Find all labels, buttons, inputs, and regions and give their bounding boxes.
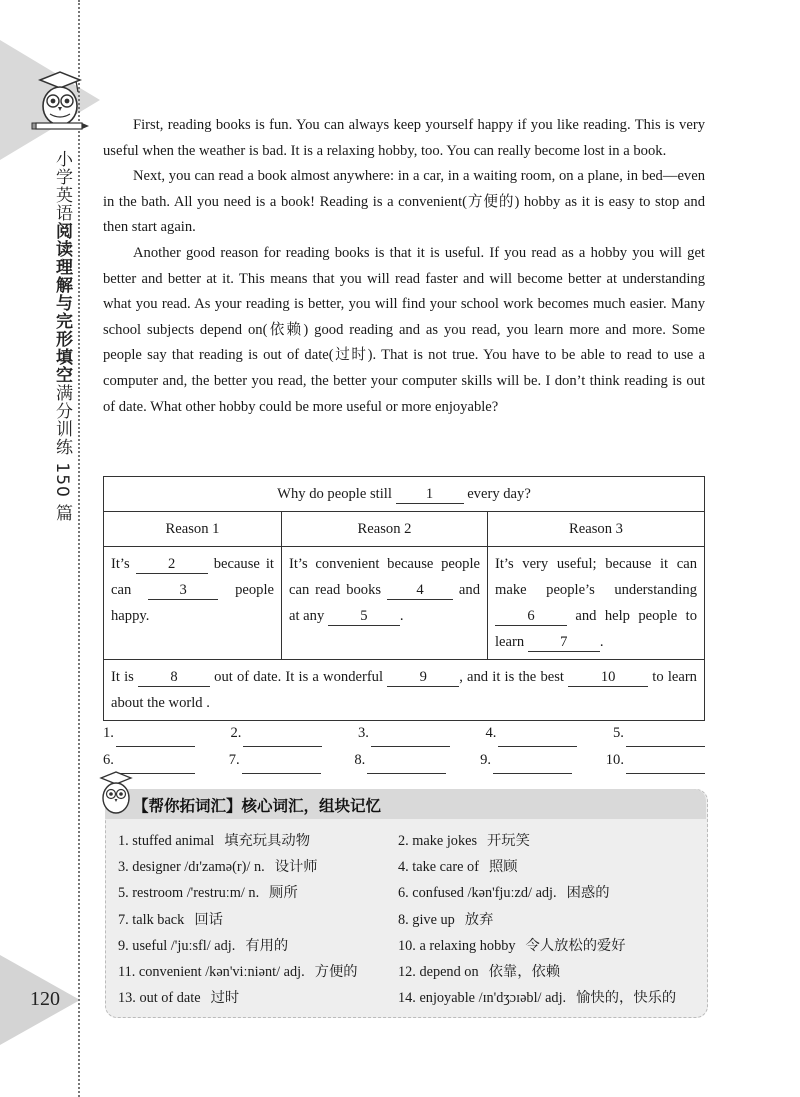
vocab-cn: 愉快的，快乐的: [576, 990, 677, 1007]
r2-text-3: .: [399, 608, 404, 624]
vocab-cn: 厕所: [269, 885, 298, 902]
vocab-row: [118, 907, 698, 933]
vocab-en: 9. useful /'juːsfl/ adj.: [118, 937, 236, 954]
r2-text-1: It’s convenient because people can read books: [289, 556, 480, 598]
vocab-en: 4. take care of: [398, 859, 479, 876]
paragraph-3: Another good reason for reading books is that it is useful. If you read as a hobby you will get better and better at it. This means that you will read faster and will become better at understanding what you read. As your reading is better, you will find your school work becomes much easier. Many school subjects depend on(依赖) good reading and as you read, you learn more and more. Some people say that reading is out of date(过时). That is not true. You have to be able to read to use a computer and, the better you read, the better your computer skills will be. I don’t think reading is out of date. What other hobby could be more useful or more enjoyable?: [103, 244, 705, 415]
vocab-cn: 放弃: [464, 911, 494, 928]
bottom-text-3: , and it is the best: [459, 669, 564, 685]
pencil-icon: [30, 120, 90, 132]
header-reason-2: Reason 2: [282, 512, 488, 547]
blank-3[interactable]: 3: [148, 581, 218, 600]
vocab-cn: 开玩笑: [487, 833, 530, 849]
side-title-part3: 满分训练 150 篇: [52, 384, 72, 523]
blank-1[interactable]: 1: [396, 485, 464, 504]
vocab-row: [118, 933, 698, 959]
table-title-pre: Why do people still: [277, 486, 392, 502]
vocab-item: [398, 907, 698, 933]
answer-row-2: [103, 747, 705, 774]
paragraph-1: First, reading books is fun. You can always keep yourself happy if you like reading. This is very useful when the weather is bad. It is a relaxing hobby, too. You can really become lost in a book.: [103, 117, 705, 159]
answer-item[interactable]: [480, 747, 572, 774]
blank-8[interactable]: 8: [138, 668, 210, 687]
answer-line[interactable]: [371, 728, 450, 747]
vocab-cn: 方便的: [314, 963, 358, 980]
answer-item[interactable]: [613, 720, 705, 747]
vocab-en: 3. designer /dɪ'zamə(r)/ n.: [118, 859, 265, 876]
binding-dotted-line: [78, 0, 80, 1097]
answer-number: 8.: [354, 752, 366, 768]
answer-line[interactable]: [243, 728, 322, 747]
blank-9[interactable]: 9: [387, 668, 459, 687]
vocab-cn: 依靠，依赖: [488, 963, 561, 980]
r2-text-2: and at any: [289, 582, 480, 624]
r1-text-1: It’s: [111, 556, 130, 572]
summary-table: [103, 476, 705, 721]
vocab-en: 11. convenient /kən'viːniənt/ adj.: [118, 963, 305, 980]
vocab-cn: 有用的: [245, 937, 289, 954]
blank-10[interactable]: 10: [568, 668, 648, 687]
answer-number: 9.: [480, 752, 492, 768]
bottom-text-2: out of date. It is a wonderful: [214, 669, 384, 685]
vocab-cn: 困惑的: [566, 885, 610, 902]
owl-scholar-icon: [96, 770, 136, 816]
vocab-item: [118, 959, 398, 985]
answer-number: 6.: [103, 752, 114, 768]
answer-item[interactable]: [486, 720, 578, 747]
vocab-list: [118, 828, 698, 1011]
blank-5[interactable]: 5: [328, 607, 400, 626]
answer-line[interactable]: [493, 755, 572, 774]
bottom-text-1: It is: [111, 669, 134, 685]
answer-item[interactable]: [354, 747, 446, 774]
answer-number: 2.: [230, 725, 242, 741]
answer-number: 1.: [103, 725, 114, 741]
cell-reason-2: [282, 547, 488, 660]
answer-number: 7.: [228, 752, 240, 768]
reading-passage: [103, 113, 705, 420]
vocab-item: [398, 933, 698, 959]
side-title-part2: 阅读理解与完形填空: [52, 222, 72, 384]
vocab-en: 8. give up: [398, 911, 455, 928]
answer-number: 3.: [358, 725, 369, 741]
blank-2[interactable]: 2: [136, 555, 208, 574]
vocab-item: [398, 854, 698, 880]
answer-line[interactable]: [367, 755, 446, 774]
vocab-en: 1. stuffed animal: [118, 833, 215, 849]
vocab-cn: 回话: [194, 911, 223, 928]
vocab-item: [398, 880, 698, 906]
answer-line[interactable]: [116, 728, 195, 747]
r1-text-2: because it can: [111, 556, 274, 598]
vocab-en: 14. enjoyable /ɪn'dʒɔɪəbl/ adj.: [398, 990, 567, 1007]
cell-reason-3: [488, 547, 705, 660]
paragraph-2: Next, you can read a book almost anywhere: in a car, in a waiting room, on a plane, in bed—even in the bath. All you need is a book! Reading is a convenient(方便的) hobby as it is easy to stop and then start again.: [103, 168, 705, 236]
side-title-part1: 小学英语: [52, 150, 72, 222]
answer-item[interactable]: [358, 720, 450, 747]
vocab-item: [118, 828, 398, 854]
vocab-item: [398, 828, 698, 854]
page-number: 120: [30, 988, 60, 1010]
vocab-row: [118, 828, 698, 854]
vocab-row: [118, 985, 698, 1011]
vocab-item: [118, 933, 398, 959]
answer-number: 4.: [485, 725, 497, 741]
r3-text-2: and help people to learn: [495, 608, 697, 650]
vocab-cn: 过时: [210, 990, 240, 1007]
vocab-cn: 照顾: [488, 859, 518, 876]
blank-7[interactable]: 7: [528, 633, 600, 652]
header-reason-3: Reason 3: [488, 512, 705, 547]
r3-text-1: It’s very useful; because it can make people’s understanding: [495, 556, 697, 598]
answer-item[interactable]: [229, 747, 321, 774]
vocab-item: [118, 985, 398, 1011]
answer-number: 5.: [613, 725, 624, 741]
vocab-cn: 填充玩具动物: [224, 833, 310, 849]
table-title-cell: [104, 477, 705, 512]
vocab-item: [118, 907, 398, 933]
r3-text-3: .: [599, 634, 604, 650]
answer-line[interactable]: [498, 728, 577, 747]
vocab-item: [118, 854, 398, 880]
vocab-item: [398, 959, 698, 985]
answer-item[interactable]: [231, 720, 323, 747]
blank-4[interactable]: 4: [387, 581, 453, 600]
answer-item[interactable]: [606, 747, 705, 774]
bottom-text-4: to learn about the world .: [111, 669, 697, 711]
cell-reason-1: [104, 547, 282, 660]
vocab-en: 7. talk back: [118, 911, 185, 928]
vocab-row: [118, 854, 698, 880]
answer-number: 10.: [605, 752, 624, 768]
r1-text-3: people happy.: [111, 582, 274, 624]
side-book-title: [47, 150, 77, 522]
vocab-cn: 令人放松的爱好: [525, 937, 626, 954]
table-bottom-cell: [104, 660, 705, 721]
vocab-item: [398, 985, 698, 1011]
answer-line[interactable]: [242, 755, 321, 774]
header-reason-1: Reason 1: [104, 512, 282, 547]
vocab-en: 10. a relaxing hobby: [398, 937, 516, 954]
vocab-row: [118, 880, 698, 906]
table-title-post: every day?: [467, 486, 531, 502]
vocab-cn: 设计师: [274, 859, 318, 876]
vocab-en: 13. out of date: [118, 990, 201, 1007]
answer-lines: [103, 720, 705, 774]
vocab-en: 6. confused /kən'fjuːzd/ adj.: [398, 885, 557, 902]
vocab-en: 12. depend on: [398, 963, 479, 980]
vocab-item: [118, 880, 398, 906]
answer-line[interactable]: [626, 728, 705, 747]
vocab-title: 【帮你拓词汇】核心词汇，组块记忆: [133, 797, 382, 815]
answer-line[interactable]: [626, 755, 705, 774]
answer-row-1: [103, 720, 705, 747]
vocab-en: 2. make jokes: [398, 833, 478, 849]
blank-6[interactable]: 6: [495, 607, 567, 626]
vocab-row: [118, 959, 698, 985]
vocab-en: 5. restroom /'restruːm/ n.: [118, 885, 260, 902]
answer-item[interactable]: [103, 720, 195, 747]
